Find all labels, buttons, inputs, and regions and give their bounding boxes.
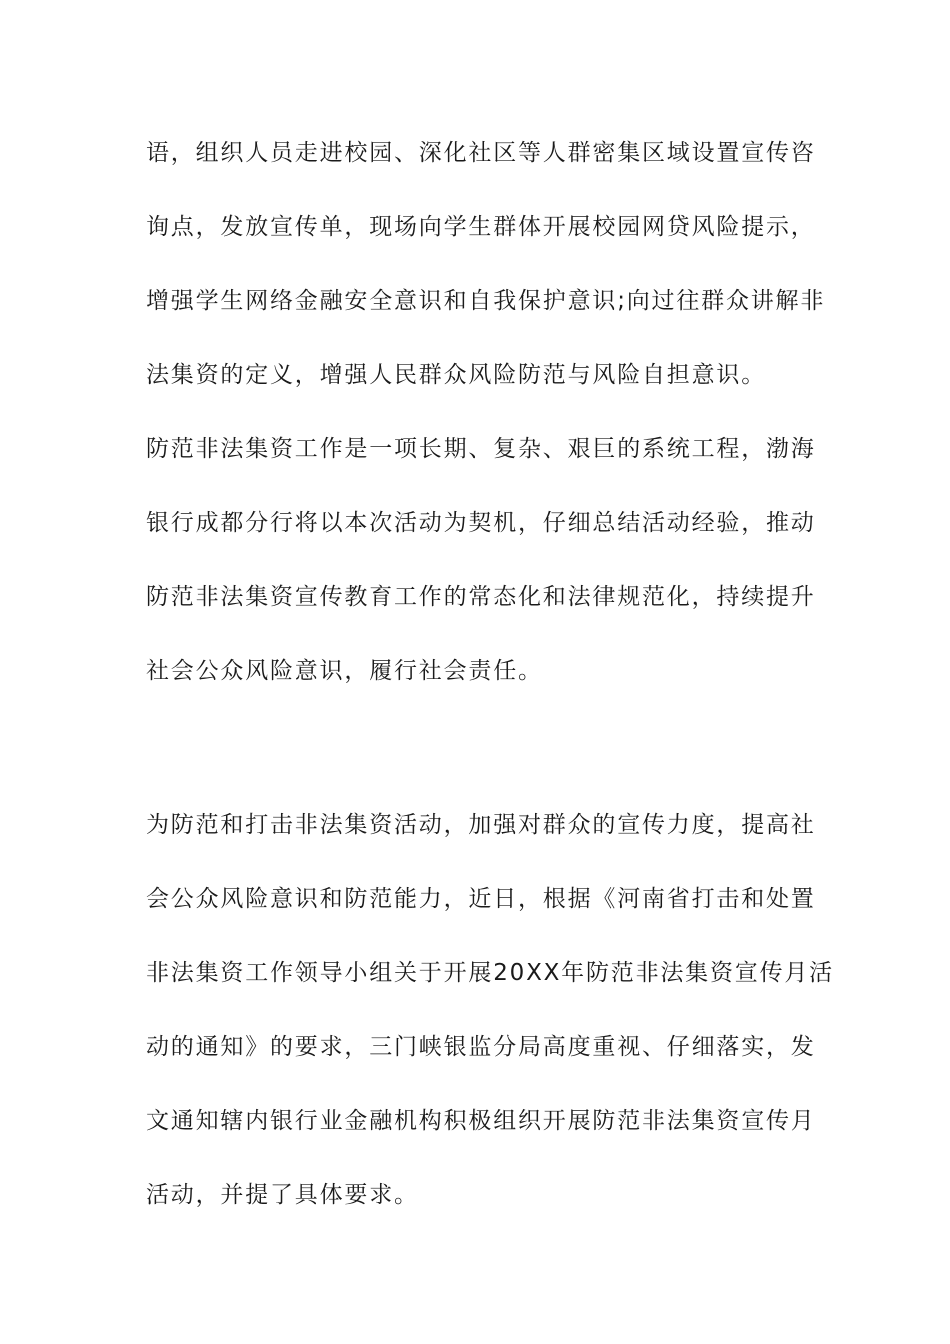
paragraph-3-line-5: 文通知辖内银行业金融机构积极组织开展防范非法集资宣传月 bbox=[146, 1108, 816, 1134]
paragraph-1-line-2: 询点，发放宣传单，现场向学生群体开展校园网贷风险提示， bbox=[146, 214, 816, 240]
paragraph-3-line-1: 为防范和打击非法集资活动，加强对群众的宣传力度，提高社 bbox=[146, 812, 816, 838]
paragraph-2-line-2: 银行成都分行将以本次活动为契机，仔细总结活动经验，推动 bbox=[146, 510, 816, 536]
paragraph-2-line-4: 社会公众风险意识，履行社会责任。 bbox=[146, 658, 543, 684]
paragraph-3-line-3: 非法集资工作领导小组关于开展20XX年防范非法集资宣传月活 bbox=[146, 960, 834, 986]
paragraph-1-line-3: 增强学生网络金融安全意识和自我保护意识;向过往群众讲解非 bbox=[146, 288, 826, 314]
paragraph-1-line-4: 法集资的定义，增强人民群众风险防范与风险自担意识。 bbox=[146, 362, 766, 388]
paragraph-1-line-1: 语，组织人员走进校园、深化社区等人群密集区域设置宣传咨 bbox=[146, 140, 816, 166]
paragraph-2-line-1: 防范非法集资工作是一项长期、复杂、艰巨的系统工程，渤海 bbox=[146, 436, 816, 462]
paragraph-2-line-3: 防范非法集资宣传教育工作的常态化和法律规范化，持续提升 bbox=[146, 584, 816, 610]
paragraph-3-line-6: 活动，并提了具体要求。 bbox=[146, 1182, 419, 1208]
paragraph-3-line-4: 动的通知》的要求，三门峡银监分局高度重视、仔细落实，发 bbox=[146, 1034, 816, 1060]
paragraph-3-line-2: 会公众风险意识和防范能力，近日，根据《河南省打击和处置 bbox=[146, 886, 816, 912]
